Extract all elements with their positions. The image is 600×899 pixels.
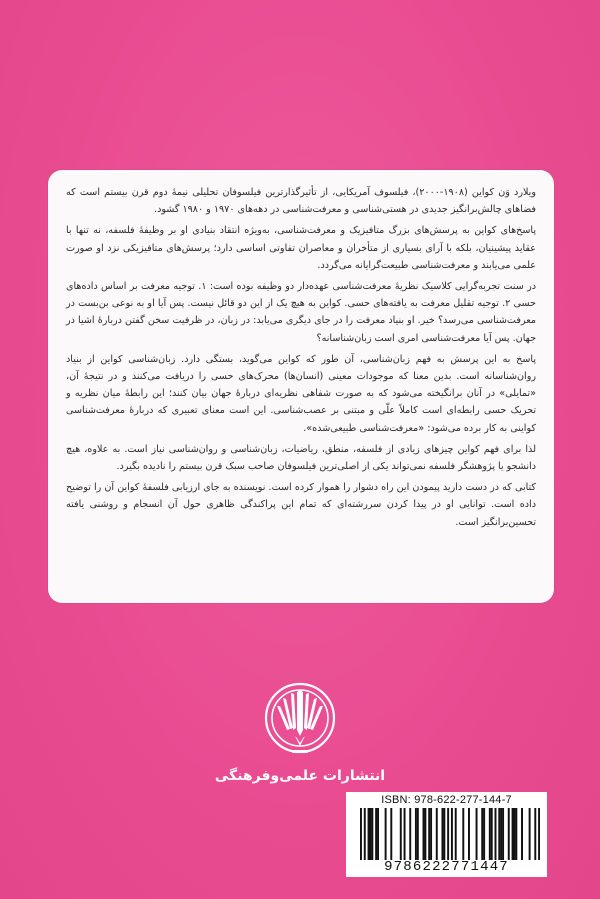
blurb-paragraph-1: ویلارد وَن کواین (۱۹۰۸-۲۰۰۰)، فیلسوف آمریکایی، از تأثیرگذارترین فیلسوفان تحلیلی نیمهٔ دوم قرن بیستم است که فضاهای چالش‌برانگیز جدیدی در هستی‌شناسی و معرفت‌شناسی در دهه‌های ۱۹۷۰ و ۱۹۸۰ گشود. [66,187,536,216]
barcode-bar [538,808,540,860]
barcode-bar [491,808,493,860]
barcode-label [346,792,547,877]
barcode-bar [495,808,497,860]
blurb-paragraph-3: در سنت تجربه‌گرایی کلاسیک نظریهٔ معرفت‌شناسی عهده‌دار دو وظیفه بوده است: ۱. توجیه معرفت بر اساس داده‌های حسی ۲. توجیه تقلیل معرفت به یافته‌های حسی. کواین به هیچ یک از این دو قائل نیست. پس آیا او به نوعی بن‌بست در معرفت‌شناسی می‌رسد؟ خیر. او بنیاد معرفت را در جای دیگری می‌یابد: در زبان، در ظرفیت سخن گفتن دربارهٔ اشیا در جهان. پس آیا معرفت‌شناسی امری است زبان‌شناسانه؟ [66,281,536,344]
publisher-logo-icon [262,680,338,766]
barcode-bar [521,808,523,860]
barcode-bar [515,808,517,860]
barcode-bar [500,808,502,860]
barcode-bar [455,808,457,860]
barcode-bar [371,808,373,860]
barcode-bars [360,808,540,860]
barcode-bar [409,808,411,860]
blurb-paragraph-2: پاسخ‌های کواین به پرسش‌های بزرگ متافیزیک و معرفت‌شناسی، به‌ویژه انتقاد بنیادی او بر وظیفهٔ فلسفه، نه تنها با عقاید پیشینیان، بلکه با آرای بسیاری از متأخران و معاصران تفاوتی اساسی دارد؛ پرسش‌های متافیزیکی نزد او صورت علمی می‌یابند و معرفت‌شناسی طبیعت‌گرایانه می‌گردد. [66,225,536,271]
barcode-bar [430,808,432,860]
barcode-bar [404,808,406,860]
barcode-bar [534,808,536,860]
barcode-number: 9786222771447 [384,859,509,875]
barcode-bar [476,808,478,860]
barcode-bar [360,808,362,860]
barcode-bar [423,808,425,860]
barcode-bar [377,808,379,860]
barcode-bar [400,808,402,860]
barcode-bar [462,808,464,860]
barcode-bar [489,808,491,860]
barcode-bar [443,808,445,860]
publisher-name: انتشارات علمی‌وفرهنگی [214,768,386,784]
isbn-text: ISBN: 978-622-277-144-7 [381,794,512,806]
barcode-bar [468,808,470,860]
barcode-bar [481,808,483,860]
barcode-bar [483,808,485,860]
barcode-bar [498,808,500,860]
barcode-bar [424,808,426,860]
blurb-paragraph-4: پاسخ به این پرسش به فهم زبان‌شناسی، آن طور که کواین می‌گوید، بستگی دارد. زبان‌شناسی کواین از بنیاد روان‌شناسانه است. بدین معنا که موجودات معینی (انسان‌ها) محرک‌های حسی را دریافت می‌کنند و در نتیجهٔ آن، «تمایلی» در آنان برانگیخته می‌شود که به صورت شفاهی نظریه‌ای دربارهٔ جهان بیان کنند؛ این رابطهٔ میان نظریه و تحریک حسی رابطه‌ای است کاملاً علّی و مبتنی بر عصب‌شناسی. این است معنای تعبیری که دربارهٔ معرفت‌شناسی کواینی به کار برده می‌شود: «معرفت‌شناسی طبیعی‌شده». [66,353,536,434]
barcode-bar [385,808,387,860]
barcode-bar [375,808,377,860]
barcode-bar [415,808,417,860]
barcode-bar [513,808,515,860]
barcode-bar [441,808,443,860]
barcode-bar [369,808,371,860]
blurb-paragraph-6: کتابی که در دست دارید پیمودن این راه دشوار را هموار کرده است. نویسنده به جای ارزیابی فلسفهٔ کواین آن را توضیح داده است. توانایی او در پیدا کردن سررشته‌ای که تمام این پراکندگی ظاهری حول آن انسجام و روشنی یافته تحسین‌برانگیز است. [66,482,536,528]
blurb-text [66,184,536,593]
blurb-box [48,170,554,603]
barcode-bar [508,808,510,860]
barcode-bar [451,808,453,860]
barcode-bar [502,808,504,860]
barcode-bar [364,808,366,860]
barcode-bar [529,808,531,860]
barcode-bar [447,808,449,860]
blurb-paragraph-5: لذا برای فهم کواین چیزهای زیادی از فلسفه، منطق، ریاضیات، زبان‌شناسی و روان‌شناسی نیاز است. به علاوه، هیچ دانشجو یا پژوهشگر فلسفه نمی‌تواند یکی از اصلی‌ترین فیلسوفان صاحب سبک قرن بیستم را نادیده بگیرد. [66,443,536,473]
barcode-bar [390,808,392,860]
barcode-bar [428,808,430,860]
barcode-bar [417,808,419,860]
barcode-bar [436,808,438,860]
barcode-bar [512,808,514,860]
barcode-bar [368,808,370,860]
